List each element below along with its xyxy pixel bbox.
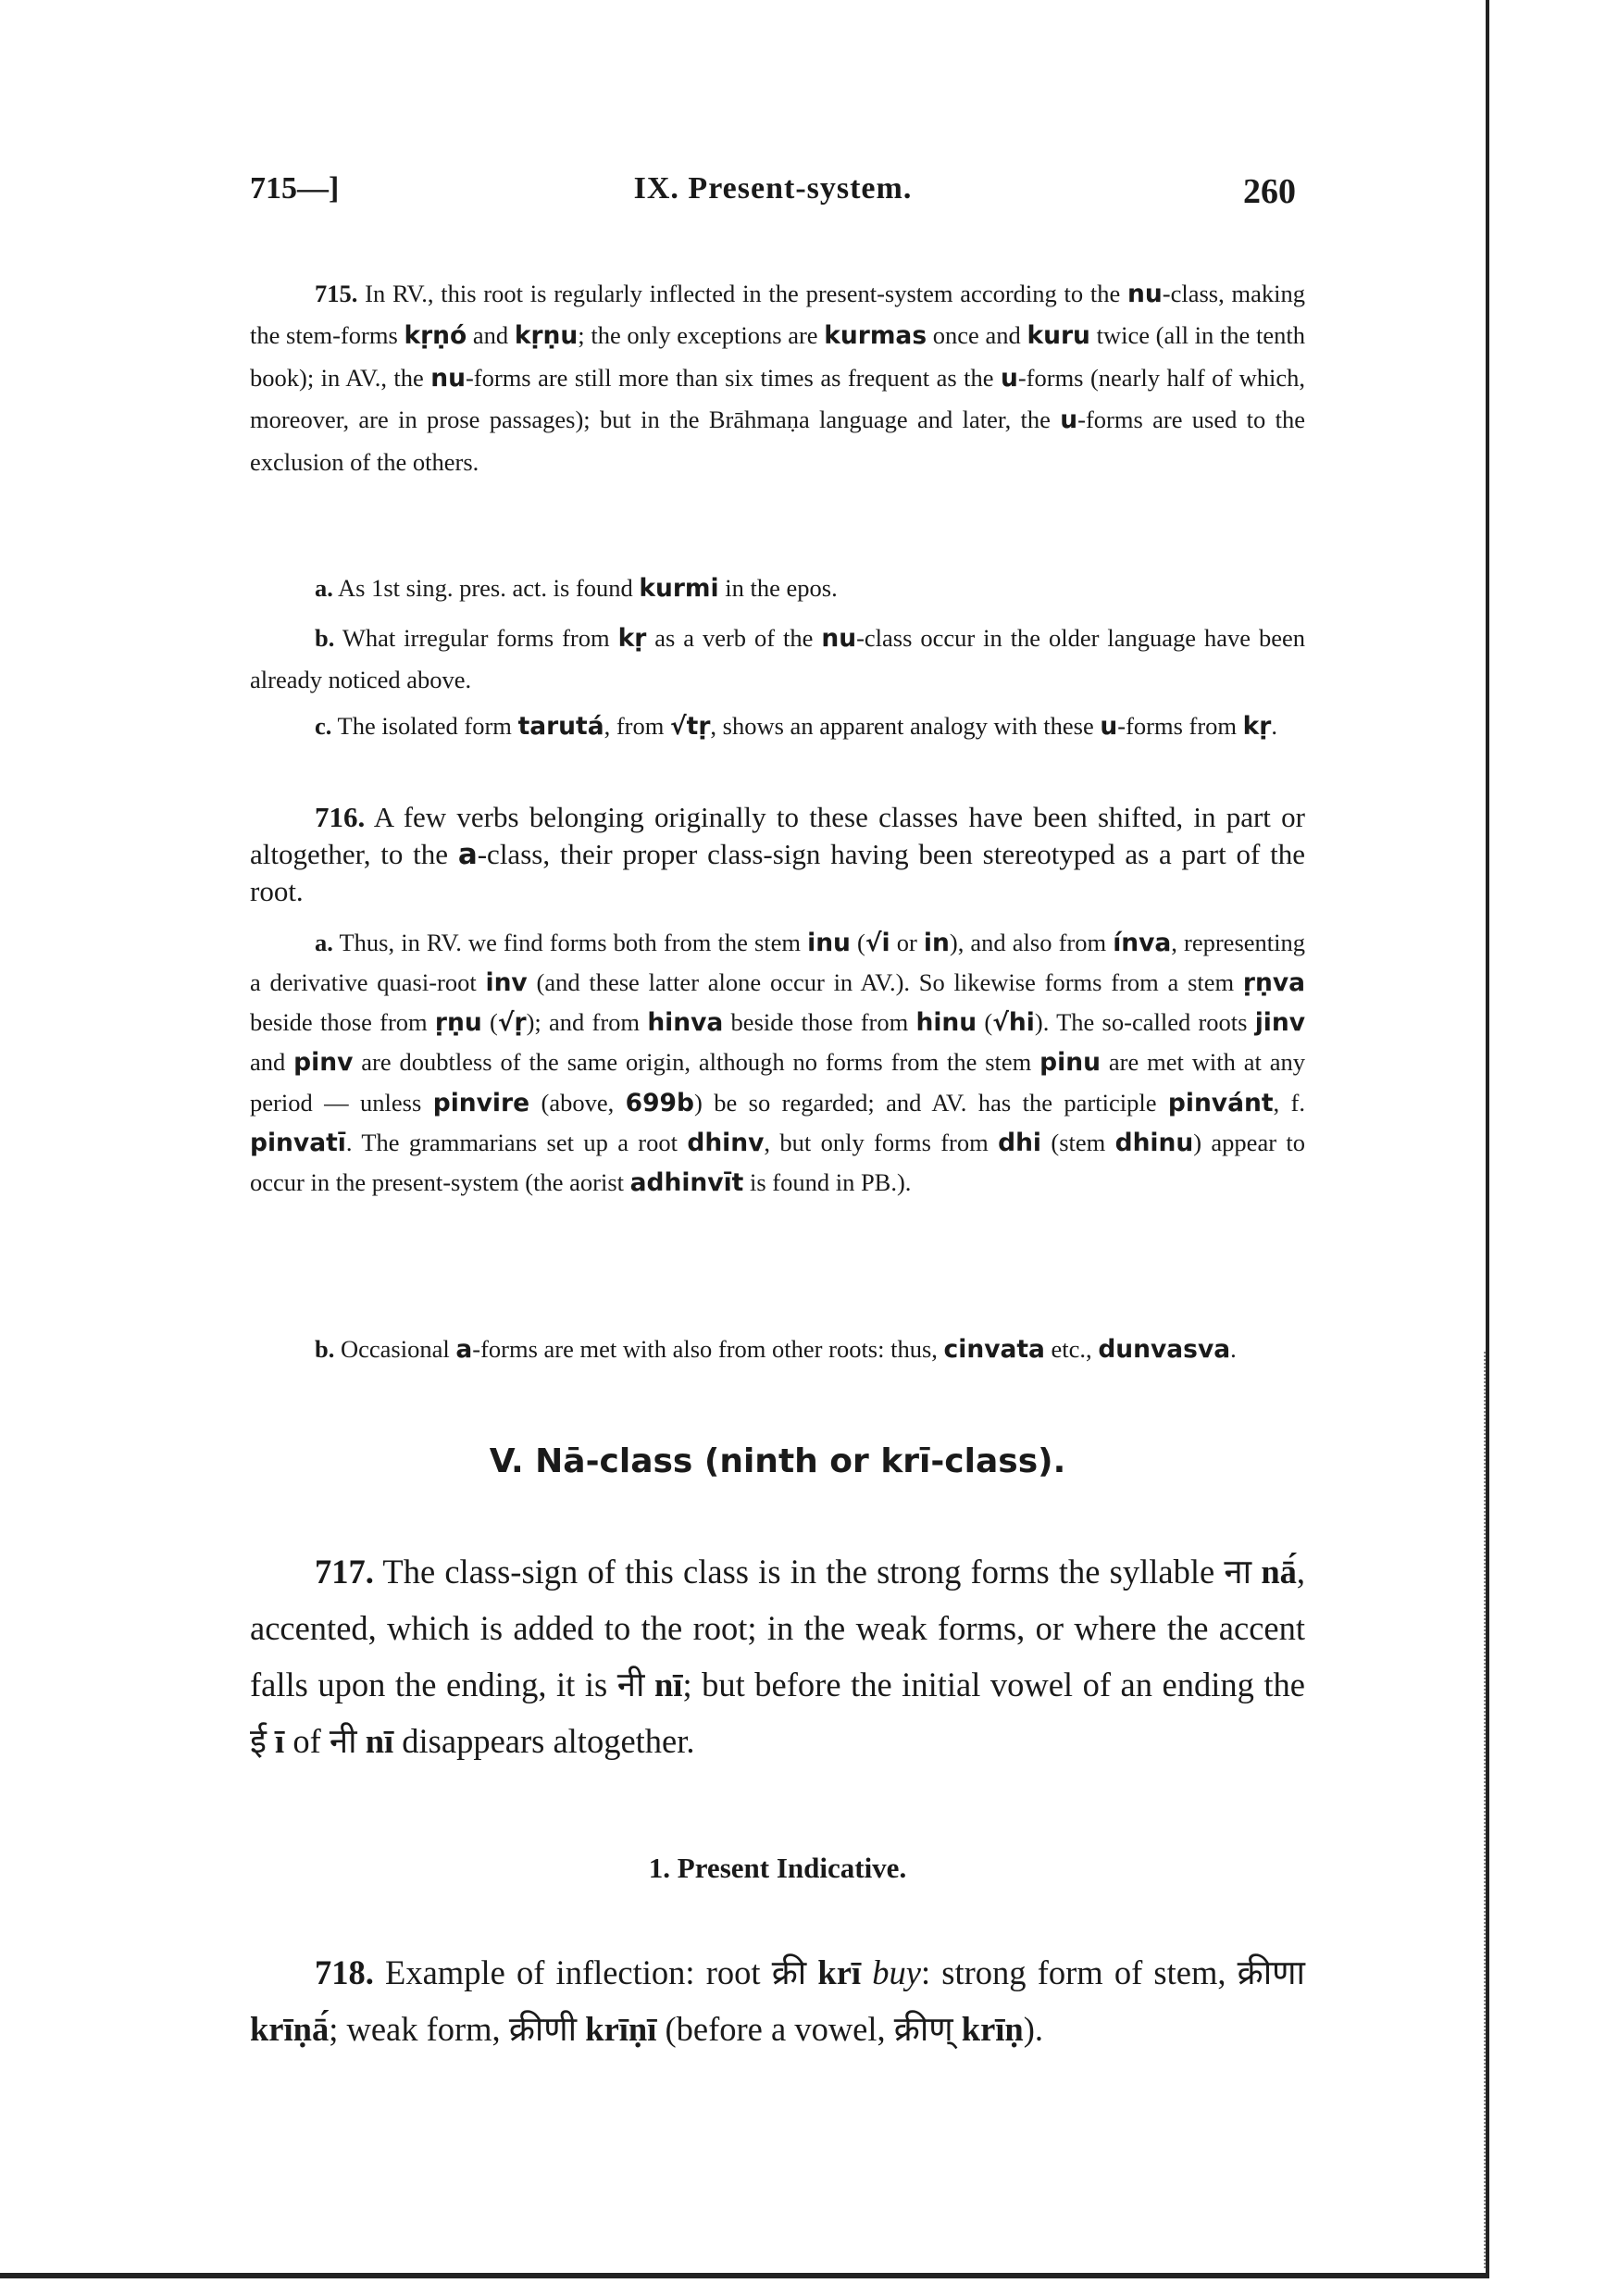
paragraph-number: 716. bbox=[315, 801, 366, 833]
bold-form: pinvatī bbox=[250, 1128, 346, 1157]
text-run: , but only forms from bbox=[764, 1128, 999, 1156]
header-section-ref: 715—] bbox=[250, 171, 340, 206]
section-heading-na-class: V. Nā-class (ninth or krī-class). bbox=[489, 1442, 1066, 1480]
bold-form: dunvasva bbox=[1098, 1334, 1231, 1364]
bold-form: krīṇ bbox=[952, 2009, 1024, 2048]
text-run: etc., bbox=[1044, 1334, 1099, 1363]
bold-form: pinvire bbox=[432, 1088, 530, 1117]
text-run: -forms are met with also from other roots: thus, bbox=[472, 1334, 944, 1363]
text-run: -class, making the stem-forms bbox=[250, 279, 1305, 349]
devanagari-form: ना bbox=[1224, 1552, 1252, 1591]
bold-form: krī bbox=[806, 1953, 862, 1991]
running-header bbox=[250, 171, 1296, 218]
paragraph-number: 718. bbox=[315, 1953, 374, 1991]
bold-form: nā́ bbox=[1251, 1552, 1297, 1591]
text-run: ); and from bbox=[526, 1008, 648, 1037]
subparagraph-label: c. bbox=[315, 711, 332, 740]
bold-form: u bbox=[1000, 363, 1018, 393]
bold-form: kṛ bbox=[1242, 711, 1272, 741]
bold-form: √tṛ bbox=[670, 711, 711, 741]
paragraph-716a bbox=[250, 923, 1305, 1204]
bold-form: inv bbox=[485, 967, 528, 997]
paragraph-number: 715. bbox=[315, 279, 358, 307]
bold-form: ī bbox=[266, 1721, 285, 1760]
subparagraph-label: a. bbox=[315, 573, 333, 602]
text-run: ; but before the initial vowel of an ending the bbox=[682, 1665, 1305, 1703]
text-run: are met with at any period — unless bbox=[250, 1048, 1305, 1117]
text-run: . The grammarians set up a root bbox=[345, 1128, 688, 1156]
bold-form: kurmi bbox=[639, 573, 719, 603]
bold-form: u bbox=[1060, 406, 1078, 434]
bold-form: kurmas bbox=[824, 321, 927, 350]
text-run: , from bbox=[604, 711, 670, 740]
bold-form: kṛṇu bbox=[514, 321, 579, 350]
text-run: beside those from bbox=[723, 1008, 916, 1037]
bold-form: tarutá bbox=[517, 711, 604, 741]
bold-form: a bbox=[455, 1334, 473, 1364]
paragraph-717 bbox=[250, 1543, 1305, 1769]
bold-form: kṛṇó bbox=[404, 321, 467, 350]
paragraph-715b bbox=[250, 618, 1305, 701]
paragraph-718 bbox=[250, 1944, 1305, 2057]
bold-form: u bbox=[1100, 711, 1118, 741]
text-run: ( bbox=[481, 1008, 498, 1037]
text-run: . bbox=[1230, 1334, 1237, 1363]
text-run: as a verb of the bbox=[646, 623, 822, 652]
text-run: -forms are used to the exclusion of the others. bbox=[250, 406, 1305, 476]
text-run: is found in PB.). bbox=[743, 1168, 912, 1197]
text-run: , accented, which is added to the root; in the weak forms, or where the accent falls upon the ending, it is bbox=[250, 1552, 1305, 1703]
bold-form: ṛṇva bbox=[1242, 967, 1305, 997]
text-run: ( bbox=[977, 1008, 993, 1037]
paragraph-715 bbox=[250, 273, 1305, 483]
text-run: -class occur in the older language have been already noticed above. bbox=[250, 623, 1305, 693]
page-edge-bottom bbox=[0, 2273, 1489, 2278]
devanagari-form: क्रीणा bbox=[1237, 1953, 1305, 1991]
devanagari-form: क्री bbox=[771, 1953, 807, 1991]
bold-form: pinv bbox=[293, 1048, 354, 1078]
devanagari-form: नी bbox=[329, 1721, 357, 1760]
page-number: 260 bbox=[1243, 172, 1296, 211]
bold-form: pinvánt bbox=[1167, 1088, 1274, 1117]
text-run: -forms from bbox=[1117, 711, 1243, 740]
bold-form: dhi bbox=[998, 1128, 1042, 1157]
paragraph-716 bbox=[250, 799, 1305, 910]
bold-form: krīṇī bbox=[577, 2009, 657, 2048]
text-run: in the epos. bbox=[718, 573, 838, 602]
subparagraph-label: b. bbox=[315, 1334, 335, 1363]
devanagari-form: नी bbox=[616, 1665, 645, 1703]
bold-form: kuru bbox=[1027, 321, 1090, 350]
text-run: ( bbox=[850, 928, 865, 956]
bold-form: jinv bbox=[1254, 1008, 1306, 1038]
subparagraph-label: a. bbox=[315, 928, 333, 956]
bold-form: hinva bbox=[647, 1008, 724, 1038]
bold-form: nī bbox=[356, 1721, 394, 1760]
text-run: What irregular forms from bbox=[334, 623, 618, 652]
text-run: The class-sign of this class is in the strong forms the syllable bbox=[373, 1552, 1225, 1591]
text-run: are doubtless of the same origin, although no forms from the stem bbox=[353, 1048, 1040, 1077]
text-run: (and these latter alone occur in AV.). So likewise forms from a stem bbox=[527, 967, 1243, 996]
bold-form: krīṇā́ bbox=[250, 2009, 330, 2048]
text-run: once and bbox=[927, 321, 1027, 349]
text-run: ). bbox=[1023, 2009, 1044, 2048]
paragraph-number: 717. bbox=[315, 1552, 374, 1591]
bold-form: a bbox=[457, 838, 478, 871]
text-run: (stem bbox=[1041, 1128, 1115, 1156]
text-run: , representing a derivative quasi-root bbox=[250, 928, 1305, 996]
subparagraph-label: b. bbox=[315, 623, 335, 652]
bold-form: √ṛ bbox=[497, 1008, 527, 1038]
header-chapter-title: IX. Present-system. bbox=[633, 171, 913, 206]
bold-form: √hi bbox=[992, 1008, 1035, 1038]
text-run: In RV., this root is regularly inflected in the present-system according to the bbox=[357, 279, 1128, 307]
text-run: (above, bbox=[529, 1088, 626, 1117]
bold-form: ṛṇu bbox=[434, 1008, 482, 1038]
text-run: , f. bbox=[1273, 1088, 1306, 1117]
text-run: , shows an apparent analogy with these bbox=[710, 711, 1101, 740]
bold-form: adhinvīt bbox=[629, 1168, 744, 1198]
text-run: and bbox=[467, 321, 515, 349]
text-run: beside those from bbox=[250, 1008, 435, 1037]
bold-form: 699b bbox=[625, 1088, 694, 1117]
bold-form: √i bbox=[865, 928, 890, 957]
text-run: ) appear to occur in the present-system (the aorist bbox=[250, 1128, 1305, 1197]
text-run: ; the only exceptions are bbox=[578, 321, 825, 349]
scan-specks bbox=[1484, 1352, 1493, 2268]
bold-form: nu bbox=[430, 363, 466, 393]
bold-form: hinu bbox=[915, 1008, 977, 1038]
text-run: and bbox=[250, 1048, 294, 1077]
paragraph-716b bbox=[250, 1329, 1305, 1371]
bold-form: in bbox=[923, 928, 950, 957]
text-run: A few verbs belonging originally to these classes have been shifted, in part or altogether, to the bbox=[250, 801, 1305, 870]
text-run: -forms (nearly half of which, moreover, are in prose passages); but in the Brāhmaṇa language and later, the bbox=[250, 363, 1306, 433]
text-run: Example of inflection: root bbox=[373, 1953, 772, 1991]
italic-gloss: buy bbox=[861, 1953, 921, 1991]
devanagari-form: क्रीणी bbox=[508, 2009, 578, 2048]
text-run: -class, their proper class-sign having been stereotyped as a part of the root. bbox=[250, 838, 1305, 907]
text-run: : strong form of stem, bbox=[920, 1953, 1238, 1991]
text-run: or bbox=[890, 928, 924, 956]
text-run: ). The so-called roots bbox=[1034, 1008, 1255, 1037]
bold-form: dhinu bbox=[1114, 1128, 1194, 1157]
text-run: Occasional bbox=[334, 1334, 456, 1363]
bold-form: cinvata bbox=[943, 1334, 1045, 1364]
bold-form: nu bbox=[1127, 279, 1163, 308]
bold-form: nī bbox=[644, 1665, 683, 1703]
bold-form: dhinv bbox=[687, 1128, 765, 1157]
text-run: ) be so regarded; and AV. has the participle bbox=[693, 1088, 1168, 1117]
bold-form: inu bbox=[807, 928, 851, 957]
devanagari-form: क्रीण् bbox=[893, 2009, 953, 2048]
paragraph-715a bbox=[250, 568, 1305, 610]
text-run: ; weak form, bbox=[329, 2009, 509, 2048]
devanagari-form: ई bbox=[250, 1721, 267, 1760]
text-run: twice (all in the tenth book); in AV., the bbox=[250, 321, 1305, 392]
bold-form: pinu bbox=[1039, 1048, 1101, 1078]
text-run: disappears altogether. bbox=[393, 1721, 695, 1760]
text-run: As 1st sing. pres. act. is found bbox=[332, 573, 640, 602]
bold-form: nu bbox=[821, 623, 857, 653]
text-run: ), and also from bbox=[949, 928, 1114, 956]
text-run: The isolated form bbox=[331, 711, 518, 740]
text-run: . bbox=[1271, 711, 1277, 740]
text-run: -forms are still more than six times as frequent as the bbox=[465, 363, 1001, 392]
text-run: (before a vowel, bbox=[656, 2009, 894, 2048]
paragraph-715c bbox=[250, 705, 1305, 748]
text-run: Thus, in RV. we find forms both from the stem bbox=[332, 928, 808, 956]
bold-form: ínva bbox=[1113, 928, 1172, 957]
text-run: of bbox=[284, 1721, 330, 1760]
bold-form: kṛ bbox=[617, 623, 647, 653]
subsection-heading-present-indicative: 1. Present Indicative. bbox=[648, 1852, 907, 1884]
